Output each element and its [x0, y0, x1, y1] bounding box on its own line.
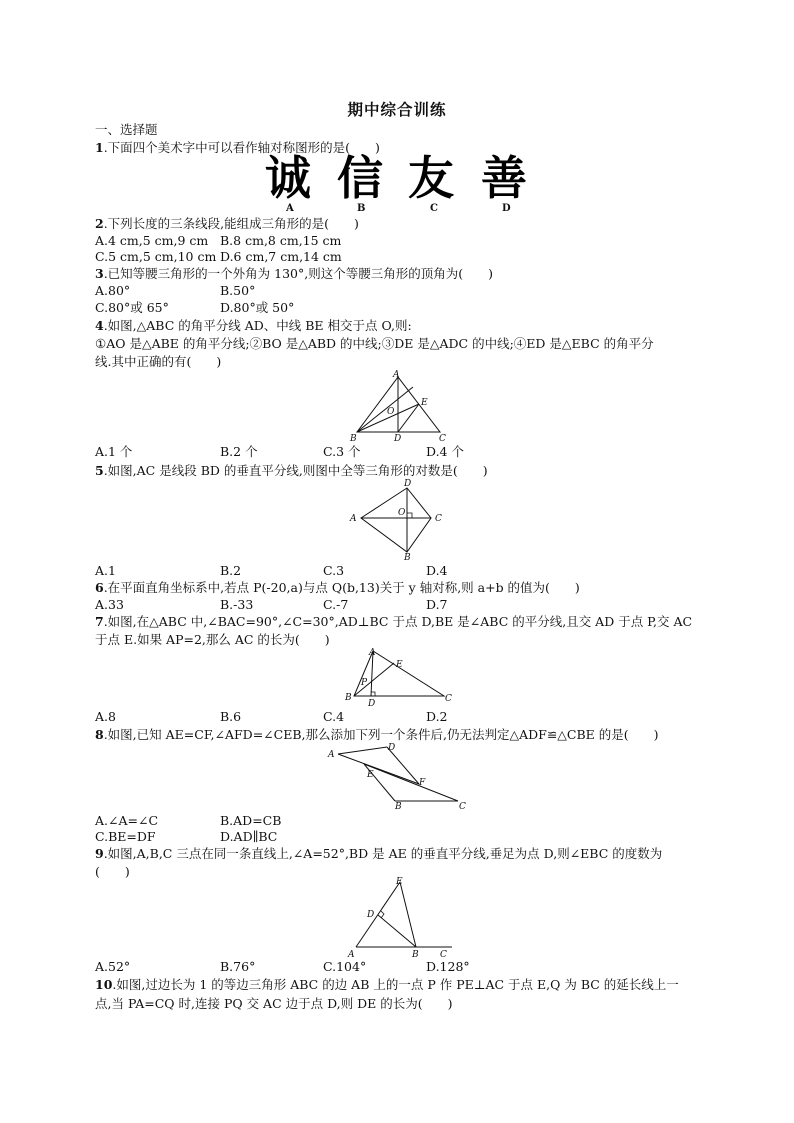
fig-label: O [398, 508, 406, 518]
question-7-line-2: 于点 E.如果 AP=2,那么 AC 的长为( ) [95, 632, 330, 647]
option-d: D.AD∥BC [220, 829, 278, 844]
question-text: .如图,AC 是线段 BD 的垂直平分线,则图中全等三角形的对数是( ) [103, 463, 488, 478]
option-d: D.4 [426, 563, 448, 578]
option-d: D.6 cm,7 cm,14 cm [220, 249, 342, 264]
option-a: A.4 cm,5 cm,9 cm [95, 233, 209, 248]
fig-label: C [459, 802, 466, 812]
art-label-d: D [502, 203, 511, 214]
fig-label: B [404, 553, 411, 563]
option-d: D.128° [426, 959, 470, 974]
fig-label: A [348, 950, 355, 960]
question-6 [95, 580, 580, 596]
question-number: 7 [95, 614, 104, 629]
question-number: 2 [95, 216, 104, 231]
fig-label: A [393, 370, 400, 380]
fig-label: E [396, 660, 403, 670]
fig-label: D [368, 699, 376, 709]
question-number: 4 [95, 318, 104, 333]
figure-q9 [340, 876, 460, 961]
section-heading: 一、选择题 [95, 122, 158, 137]
question-text: .已知等腰三角形的一个外角为 130°,则这个等腰三角形的顶角为( ) [103, 266, 493, 281]
question-4-line-2: ①AO 是△ABE 的角平分线;②BO 是△ABD 的中线;③DE 是△ADC 的中线;④ED 是△EBC 的角平分 [95, 336, 654, 351]
option-b: B.2 个 [220, 444, 258, 459]
fig-label: C [435, 514, 442, 524]
option-a: A.∠A=∠C [95, 813, 159, 828]
art-char-d: 善 [481, 151, 527, 205]
option-c: C.-7 [323, 597, 349, 612]
fig-label: P [361, 678, 368, 688]
question-2 [95, 216, 359, 232]
option-b: B.50° [220, 283, 256, 298]
question-number: 10 [95, 977, 113, 992]
option-c: C.3 [323, 563, 345, 578]
question-10-line-2: 点,当 PA=CQ 时,连接 PQ 交 AC 边于点 D,则 DE 的长为( ) [95, 996, 453, 1011]
option-c: C.80°或 65° [95, 300, 169, 315]
fig-label: C [439, 434, 446, 444]
question-text: .下列长度的三条线段,能组成三角形的是( ) [103, 216, 359, 231]
fig-label: A [369, 648, 376, 658]
option-a: A.1 [95, 563, 116, 578]
question-number: 1 [95, 140, 104, 155]
fig-label: E [396, 877, 403, 887]
art-label-a: A [286, 203, 294, 214]
option-c: C.3 个 [323, 444, 361, 459]
fig-label: O [387, 407, 395, 417]
fig-label: C [440, 950, 447, 960]
fig-label: A [328, 750, 335, 760]
option-d: D.7 [426, 597, 448, 612]
question-number: 3 [95, 266, 104, 281]
option-c: C.5 cm,5 cm,10 cm [95, 249, 217, 264]
question-number: 8 [95, 727, 104, 742]
question-4 [95, 318, 412, 334]
art-char-b: 信 [337, 151, 383, 205]
option-a: A.80° [95, 283, 131, 298]
question-text: .如图,△ABC 的角平分线 AD、中线 BE 相交于点 O,则: [103, 318, 412, 333]
option-c: C.104° [323, 959, 367, 974]
question-number: 9 [95, 846, 104, 861]
figure-q4 [345, 369, 455, 444]
fig-label: B [345, 693, 352, 703]
option-c: C.BE=DF [95, 829, 156, 844]
option-d: D.2 [426, 709, 448, 724]
question-text: .在平面直角坐标系中,若点 P(-20,a)与点 Q(b,13)关于 y 轴对称,则 a+b 的值为( ) [103, 580, 580, 595]
fig-label: D [404, 479, 412, 489]
question-3 [95, 266, 493, 282]
fig-label: D [388, 743, 396, 753]
fig-label: A [350, 514, 357, 524]
art-label-b: B [357, 203, 366, 214]
fig-label: B [395, 802, 402, 812]
question-number: 5 [95, 463, 104, 478]
option-d: D.80°或 50° [220, 300, 295, 315]
art-label-c: C [430, 203, 438, 214]
art-char-a: 诚 [265, 151, 311, 205]
art-char-c: 友 [408, 151, 454, 205]
option-d: D.4 个 [426, 444, 464, 459]
option-b: B.AD=CB [220, 813, 282, 828]
option-a: A.52° [95, 959, 131, 974]
option-a: A.8 [95, 709, 116, 724]
figure-q5 [345, 476, 455, 561]
option-b: B.-33 [220, 597, 254, 612]
option-b: B.8 cm,8 cm,15 cm [220, 233, 342, 248]
fig-label: B [350, 434, 357, 444]
question-text: .如图,A,B,C 三点在同一条直线上,∠A=52°,BD 是 AE 的垂直平分线,垂足为点 D,则∠EBC 的度数为 [103, 846, 663, 861]
question-7 [95, 614, 692, 630]
figure-q7 [340, 645, 460, 707]
fig-label: F [419, 778, 426, 788]
question-text: .如图,在△ABC 中,∠BAC=90°,∠C=30°,AD⊥BC 于点 D,BE 是∠ABC 的平分线,且交 AD 于点 P,交 AC [103, 614, 693, 629]
question-text: .如图,过边长为 1 的等边三角形 ABC 的边 AB 上的一点 P 作 PE⊥AC 于点 E,Q 为 BC 的延长线上一 [112, 977, 679, 992]
option-b: B.6 [220, 709, 242, 724]
fig-label: D [394, 434, 402, 444]
question-9 [95, 846, 662, 862]
fig-label: E [367, 770, 374, 780]
question-9-line-2: ( ) [95, 864, 130, 879]
option-c: C.4 [323, 709, 345, 724]
fig-label: D [367, 910, 375, 920]
option-b: B.2 [220, 563, 242, 578]
fig-label: E [421, 398, 428, 408]
option-b: B.76° [220, 959, 256, 974]
option-a: A.33 [95, 597, 124, 612]
question-number: 6 [95, 580, 104, 595]
option-a: A.1 个 [95, 444, 133, 459]
question-10 [95, 977, 679, 993]
fig-label: B [412, 950, 419, 960]
question-text: .下面四个美术字中可以看作轴对称图形的是( ) [103, 140, 380, 155]
fig-label: C [445, 694, 452, 704]
question-4-line-3: 线.其中正确的有( ) [95, 354, 222, 369]
figure-q8 [325, 740, 475, 810]
page-title: 期中综合训练 [347, 101, 447, 119]
question-text: .如图,已知 AE=CF,∠AFD=∠CEB,那么添加下列一个条件后,仍无法判定△ADF≌△CBE 的是( ) [103, 727, 659, 742]
